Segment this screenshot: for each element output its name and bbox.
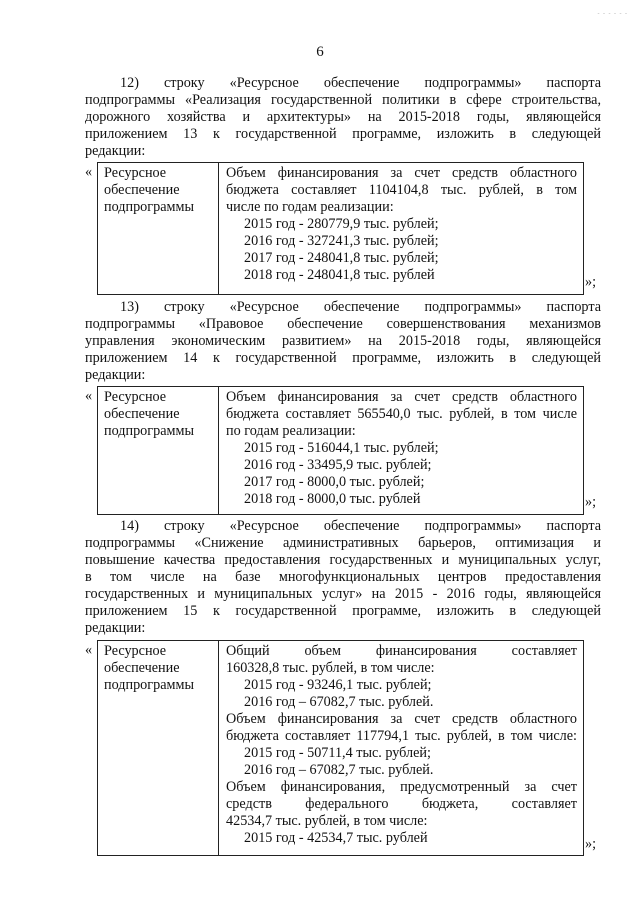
item-13-table [97,386,584,515]
table-label-cell [98,641,219,855]
label-line: Ресурсное [104,165,167,181]
close-quote: »; [585,836,597,852]
content-line: средств федерального бюджета, составляет [226,796,577,812]
table-label-cell [98,387,219,514]
paragraph-line: государственных и муниципальных услуг» на 2015 - 2016 годы, являющейся [85,586,601,602]
item-14-paragraph [85,518,601,637]
content-line: 2015 год - 50711,4 тыс. рублей; [244,745,431,761]
content-line: 2018 год - 8000,0 тыс. рублей [244,491,421,507]
paragraph-line: подпрограммы «Реализация государственной политики в сфере строительства, [85,92,601,108]
table-content-cell [219,641,583,847]
content-line: 2015 год - 42534,7 тыс. рублей [244,830,428,846]
paragraph-line: подпрограммы «Снижение административных барьеров, оптимизация и [85,535,601,551]
content-line: по годам реализации: [226,423,356,439]
table-content-cell [219,163,583,284]
item-14-table [97,640,584,856]
label-line: подпрограммы [104,423,194,439]
content-line: 2016 год – 67082,7 тыс. рублей. [244,762,434,778]
label-line: обеспечение [104,406,180,422]
table-label-cell [98,163,219,294]
paragraph-line: 12) строку «Ресурсное обеспечение подпрограммы» паспорта [120,75,601,91]
content-line: 2015 год - 93246,1 тыс. рублей; [244,677,432,693]
paragraph-line: повышение качества предоставления государственных и муниципальных услуг, [85,552,601,568]
paragraph-line: подпрограммы «Правовое обеспечение совершенствования механизмов [85,316,601,332]
content-line: бюджета составляет 565540,0 тыс. рублей, в том числе [226,406,577,422]
page-number: 6 [316,44,324,60]
paragraph-line: приложением 15 к государственной программе, изложить в следующей [85,603,601,619]
corner-mark: - - - - - - [597,11,628,17]
close-quote: »; [585,494,597,510]
label-line: подпрограммы [104,199,194,215]
paragraph-line: 14) строку «Ресурсное обеспечение подпрограммы» паспорта [120,518,601,534]
label-line: обеспечение [104,660,180,676]
content-line: 2015 год - 280779,9 тыс. рублей; [244,216,439,232]
paragraph-line: приложением 14 к государственной программе, изложить в следующей [85,350,601,366]
item-13-paragraph [85,299,601,384]
paragraph-line: управления экономическим развитием» на 2015-2018 годы, являющейся [85,333,601,349]
content-line: Объем финансирования за счет средств областного [226,711,577,727]
paragraph-line: редакции: [85,620,146,636]
paragraph-line: в том числе на базе многофункциональных центров предоставления [85,569,601,585]
item-12-paragraph [85,75,601,160]
open-quote: « [85,164,93,180]
content-line: 42534,7 тыс. рублей, в том числе: [226,813,428,829]
label-line: обеспечение [104,182,180,198]
content-line: числе по годам реализации: [226,199,394,215]
paragraph-line: дорожного хозяйства и архитектуры» на 2015-2018 годы, являющейся [85,109,601,125]
content-line: бюджета составляет 117794,1 тыс. рублей, в том числе: [226,728,577,744]
content-line: Объем финансирования, предусмотренный за счет [226,779,577,795]
content-line: 2016 год - 33495,9 тыс. рублей; [244,457,432,473]
paragraph-line: редакции: [85,143,146,159]
close-quote: »; [585,274,597,290]
content-line: 2015 год - 516044,1 тыс. рублей; [244,440,439,456]
content-line: 2018 год - 248041,8 тыс. рублей [244,267,435,283]
content-line: 2017 год - 248041,8 тыс. рублей; [244,250,439,266]
content-line: 2016 год - 327241,3 тыс. рублей; [244,233,439,249]
paragraph-line: приложением 13 к государственной программе, изложить в следующей [85,126,601,142]
paragraph-line: 13) строку «Ресурсное обеспечение подпрограммы» паспорта [120,299,601,315]
label-line: Ресурсное [104,643,167,659]
open-quote: « [85,642,93,658]
content-line: Объем финансирования за счет средств областного [226,389,577,405]
paragraph-line: редакции: [85,367,146,383]
content-line: 2016 год – 67082,7 тыс. рублей. [244,694,434,710]
content-line: 2017 год - 8000,0 тыс. рублей; [244,474,425,490]
table-content-cell [219,387,583,508]
content-line: 160328,8 тыс. рублей, в том числе: [226,660,435,676]
item-12-table [97,162,584,295]
content-line: Объем финансирования за счет средств областного [226,165,577,181]
open-quote: « [85,388,93,404]
content-line: бюджета составляет 1104104,8 тыс. рублей, в том [226,182,577,198]
label-line: подпрограммы [104,677,194,693]
label-line: Ресурсное [104,389,167,405]
content-line: Общий объем финансирования составляет [226,643,577,659]
